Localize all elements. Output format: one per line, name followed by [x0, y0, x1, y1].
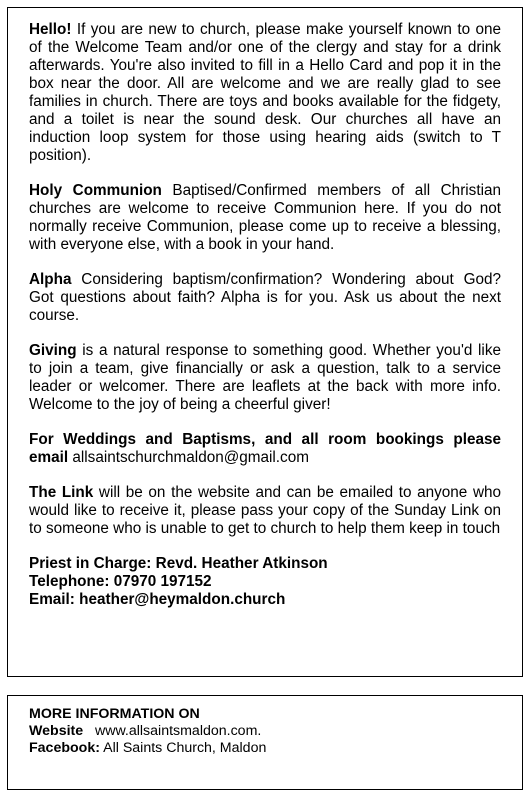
facebook-line: [29, 740, 501, 757]
more-info-box: [7, 695, 523, 790]
website-line: [29, 723, 501, 740]
communion-paragraph: [29, 182, 501, 254]
website-value: www.allsaintsmaldon.com.: [83, 723, 262, 739]
link-heading: The Link: [29, 484, 94, 501]
hello-heading: Hello!: [29, 21, 72, 38]
alpha-heading: Alpha: [29, 271, 72, 288]
bookings-heading: For Weddings and Baptisms, and all room bookings please email: [29, 431, 501, 466]
bookings-email: allsaintschurchmaldon@gmail.com: [68, 449, 309, 466]
alpha-text: Considering baptism/confirmation? Wondering about God? Got questions about faith? Alpha is for you. Ask us about the next course.: [29, 271, 501, 324]
notices-content: [29, 21, 501, 609]
contact-block: [29, 555, 501, 609]
more-info-title: MORE INFORMATION ON: [29, 706, 200, 722]
giving-heading: Giving: [29, 342, 77, 359]
website-label: Website: [29, 723, 84, 739]
priest-name: Priest in Charge: Revd. Heather Atkinson: [29, 555, 328, 572]
priest-telephone: Telephone: 07970 197152: [29, 573, 212, 590]
facebook-label: Facebook:: [29, 740, 100, 756]
communion-heading: Holy Communion: [29, 182, 162, 199]
notices-box: [7, 7, 523, 677]
hello-text: If you are new to church, please make yourself known to one of the Welcome Team and/or one of the clergy and stay for a drink afterwards. You're also invited to fill in a Hello Card and pop it in the box near the door. All are welcome and we are really glad to see families in church. There are toys and books available for the fidgety, and a toilet is near the sound desk. Our churches all have an induction loop system for those using hearing aids (switch to T position).: [29, 21, 501, 164]
priest-email: Email: heather@heymaldon.church: [29, 591, 286, 608]
hello-paragraph: [29, 21, 501, 165]
giving-paragraph: [29, 342, 501, 414]
giving-text: is a natural response to something good. Whether you'd like to join a team, give financially or ask a question, talk to a service leader or welcomer. There are leaflets at the back with more info. Welcome to the joy of being a cheerful giver!: [29, 342, 501, 413]
link-paragraph: [29, 484, 501, 538]
communion-text: Baptised/Confirmed members of all Christian churches are welcome to receive Communion here. If you do not normally receive Communion, please come up to receive a blessing, with everyone else, with a book in your hand.: [29, 182, 501, 253]
bookings-paragraph: [29, 431, 501, 467]
more-info-content: [29, 706, 501, 757]
facebook-value: All Saints Church, Maldon: [99, 740, 267, 756]
alpha-paragraph: [29, 271, 501, 325]
link-text: will be on the website and can be emailed to anyone who would like to receive it, please pass your copy of the Sunday Link on to someone who is unable to get to church to help them keep in touch: [29, 484, 502, 537]
